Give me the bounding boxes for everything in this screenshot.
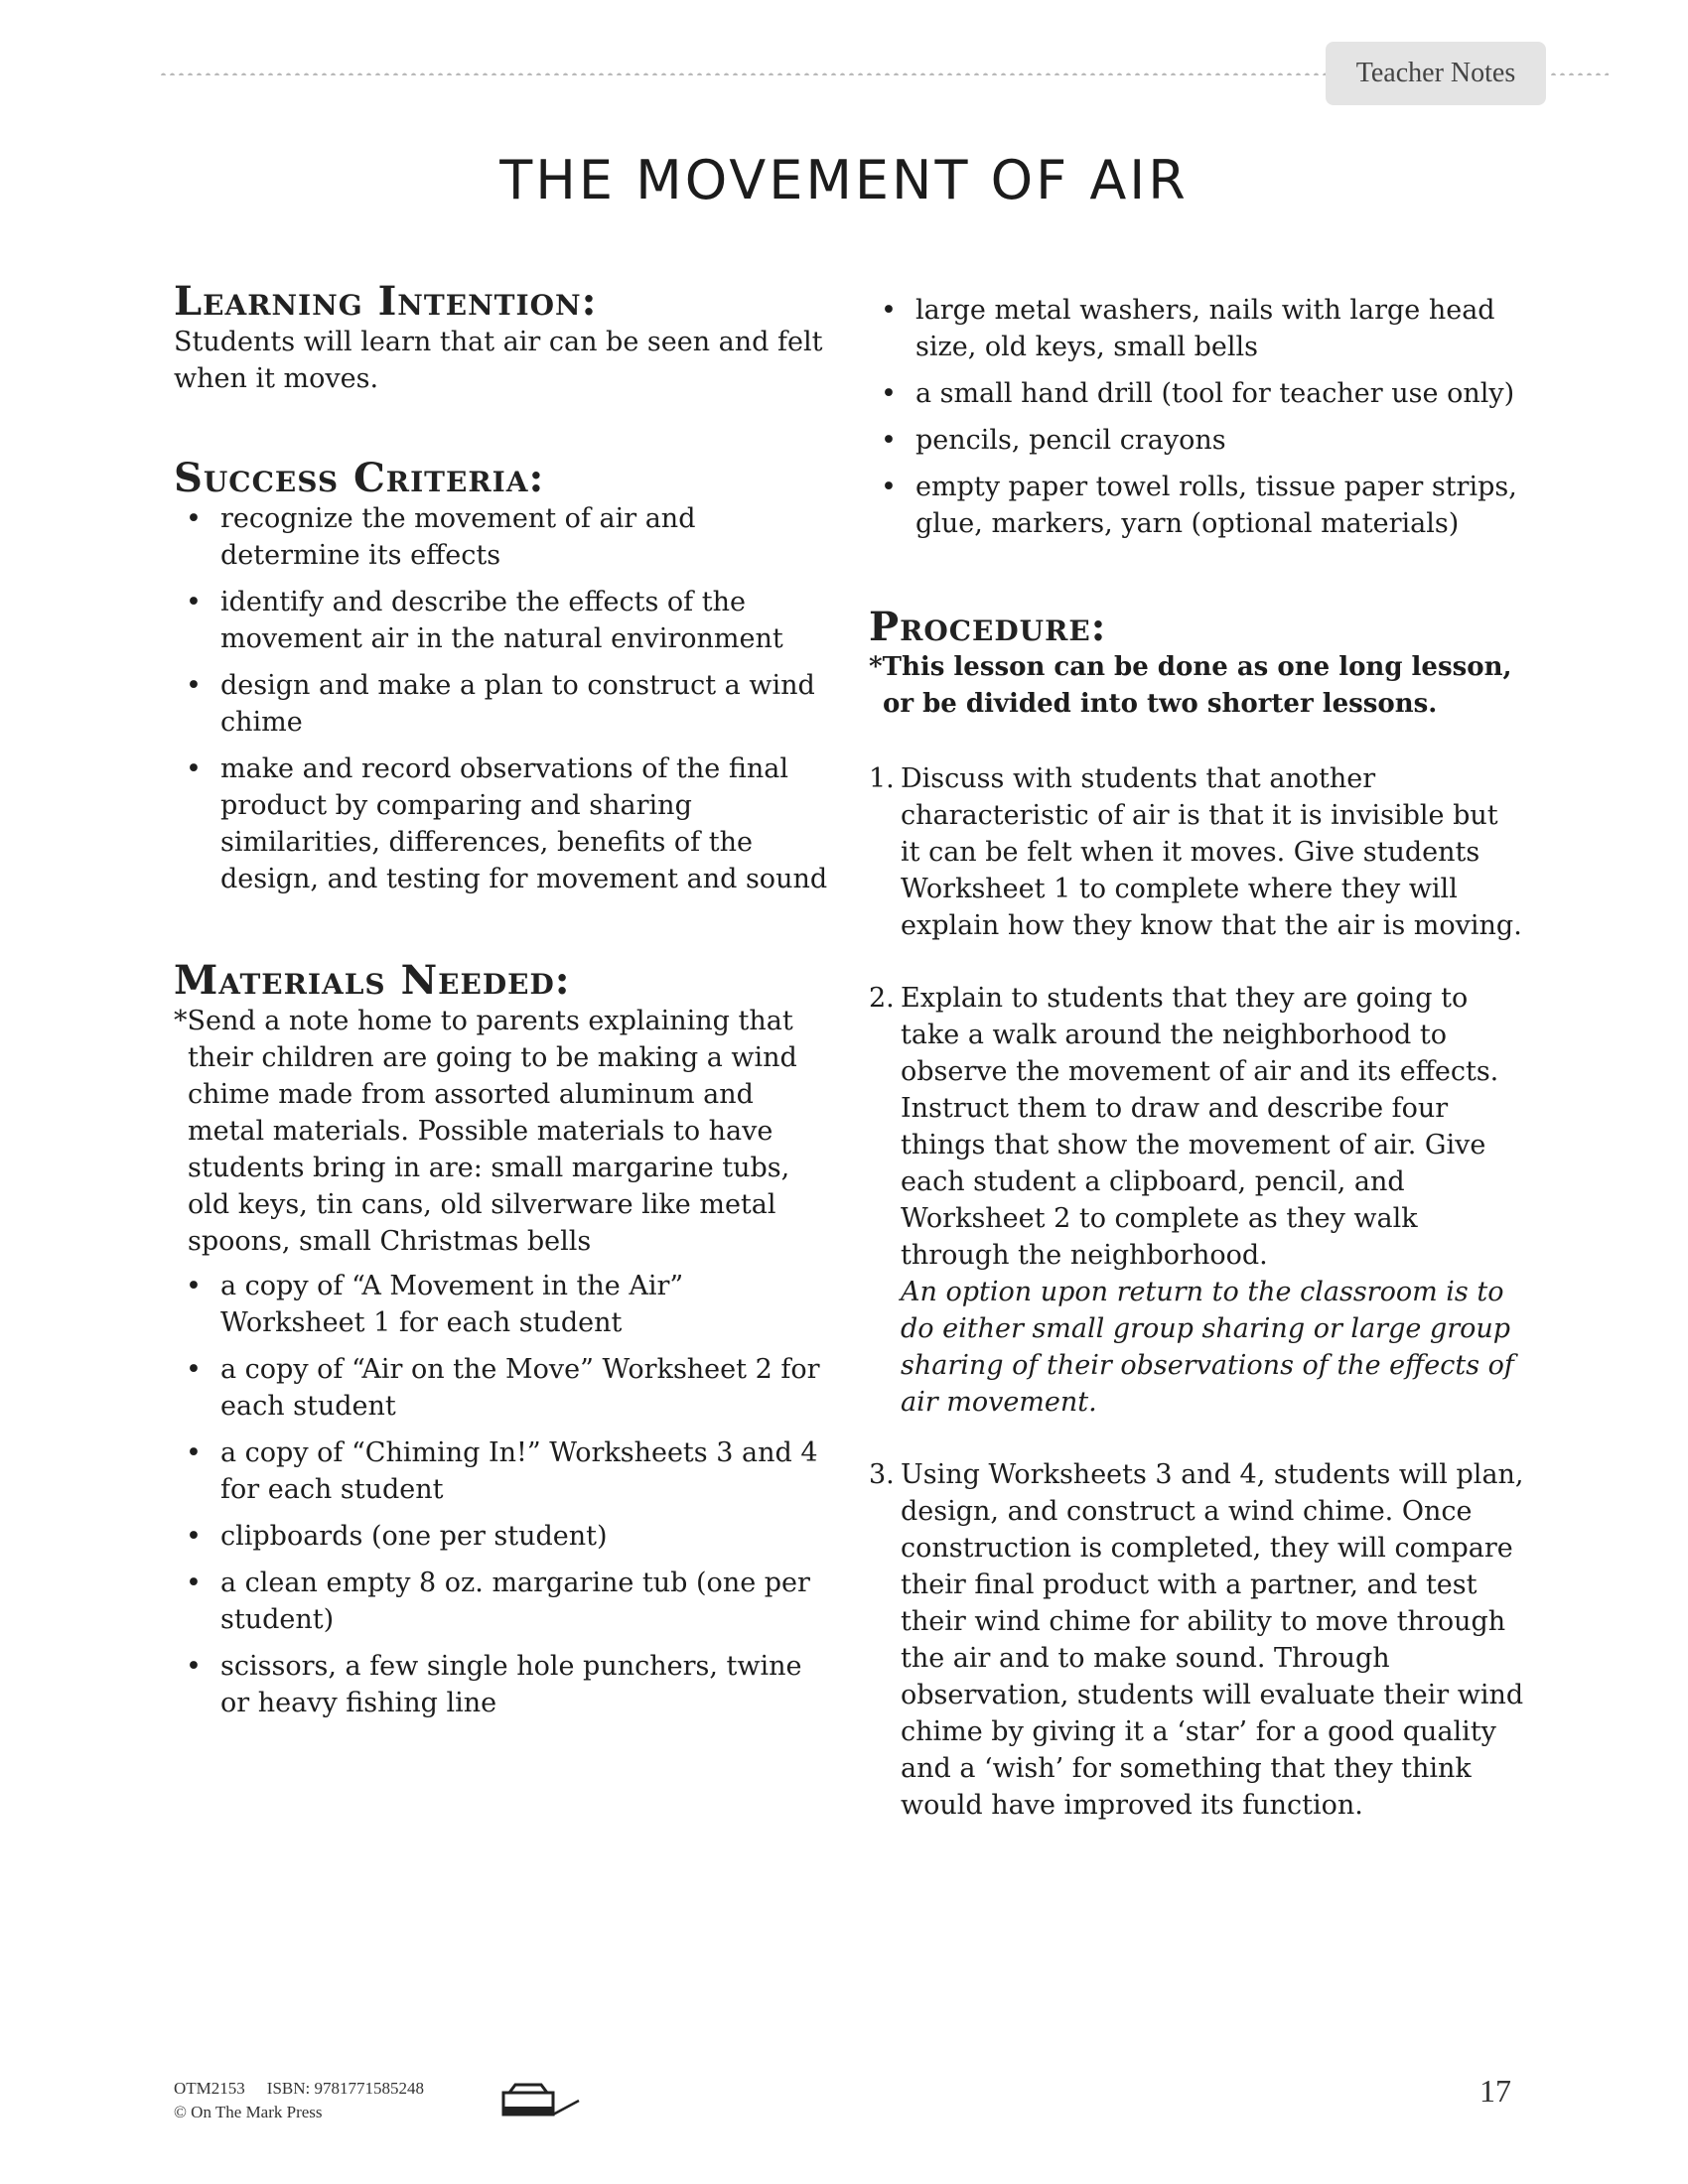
header-dotted-rule-end — [1549, 71, 1609, 75]
success-criteria-section — [174, 457, 829, 897]
footer-info — [174, 2077, 424, 2124]
list-item: • a clean empty 8 oz. margarine tub (one per student) — [174, 1565, 829, 1638]
list-item: • a copy of “Chiming In!” Worksheets 3 and 4 for each student — [174, 1434, 829, 1508]
learning-intention-text: Students will learn that air can be seen and felt when it moves. — [174, 327, 823, 394]
procedure-step — [869, 760, 1524, 944]
procedure-steps — [869, 760, 1524, 1824]
procedure-section — [869, 606, 1524, 1824]
page-number: 17 — [1479, 2073, 1511, 2109]
teacher-notes-tab: Teacher Notes — [1326, 42, 1546, 105]
materials-list — [174, 1268, 829, 1721]
list-item: • empty paper towel rolls, tissue paper strips, glue, markers, yarn (optional materials) — [869, 469, 1524, 542]
learning-intention-section — [174, 280, 829, 397]
success-criteria-heading: Success Criteria: — [174, 455, 545, 501]
product-code: OTM2153 — [174, 2079, 245, 2098]
list-item: • a copy of “A Movement in the Air” Worksheet 1 for each student — [174, 1268, 829, 1341]
left-column — [174, 280, 829, 1731]
step-number: 1. — [869, 763, 895, 794]
list-item: • clipboards (one per student) — [174, 1518, 829, 1555]
procedure-step — [869, 1456, 1524, 1824]
step-option-note: An option upon return to the classroom is to do either small group sharing or large group sharing of their observations of the effects of air movement. — [901, 1277, 1514, 1418]
copyright: © On The Mark Press — [174, 2103, 323, 2121]
step-text: Discuss with students that another characteristic of air is that it is invisible but it can be felt when it moves. Give students Worksheet 1 to complete where they will explain how they know that the air is moving. — [901, 763, 1522, 941]
step-text: Using Worksheets 3 and 4, students will plan, design, and construct a wind chime. Once construction is completed, they will compare their final product with a partner, and test their wind chime for ability to move through the air and to make sound. Through observation, students will evaluate their wind chime by giving it a ‘star’ for a good quality and a ‘wish’ for something that they think would have improved its function. — [901, 1459, 1524, 1821]
isbn: ISBN: 9781771585248 — [266, 2079, 424, 2098]
list-item: • recognize the movement of air and determine its effects — [174, 500, 829, 574]
learning-intention-heading: Learning Intention: — [174, 278, 598, 325]
step-number: 3. — [869, 1459, 895, 1490]
list-item: • pencils, pencil crayons — [869, 422, 1524, 459]
materials-list-continued — [869, 292, 1524, 542]
list-item: • a copy of “Air on the Move” Worksheet 2 for each student — [174, 1351, 829, 1425]
step-text: Explain to students that they are going to take a walk around the neighborhood to observe the movement of air and its effects. Instruct them to draw and describe four things that show the movement of air. Give each student a clipboard, pencil, and Worksheet 2 to complete as they walk through the neighborhood. — [901, 983, 1499, 1271]
publisher-logo-icon — [501, 2081, 581, 2124]
procedure-note: *This lesson can be done as one long lesson, or be divided into two shorter lessons. — [869, 652, 1512, 719]
list-item: • identify and describe the effects of the movement air in the natural environment — [174, 584, 829, 657]
right-column — [869, 292, 1524, 1859]
list-item: • a small hand drill (tool for teacher use only) — [869, 375, 1524, 412]
procedure-heading: Procedure: — [869, 604, 1107, 650]
success-criteria-list — [174, 500, 829, 897]
materials-note: *Send a note home to parents explaining that their children are going to be making a wind chime made from assorted aluminum and metal materials. Possible materials to have students bring in are: small margarine tubs, old keys, tin cans, old silverware like metal spoons, small Christmas bells — [174, 1006, 797, 1257]
materials-section — [174, 959, 829, 1721]
list-item: • scissors, a few single hole punchers, twine or heavy fishing line — [174, 1648, 829, 1721]
list-item: • large metal washers, nails with large head size, old keys, small bells — [869, 292, 1524, 365]
header-dotted-rule — [159, 71, 1326, 75]
materials-heading: Materials Needed: — [174, 957, 571, 1004]
list-item: • design and make a plan to construct a wind chime — [174, 667, 829, 741]
step-number: 2. — [869, 983, 895, 1014]
page-title: THE MOVEMENT OF AIR — [499, 149, 1189, 211]
list-item: • make and record observations of the final product by comparing and sharing similarities, differences, benefits of the design, and testing for movement and sound — [174, 751, 829, 897]
procedure-step — [869, 980, 1524, 1421]
